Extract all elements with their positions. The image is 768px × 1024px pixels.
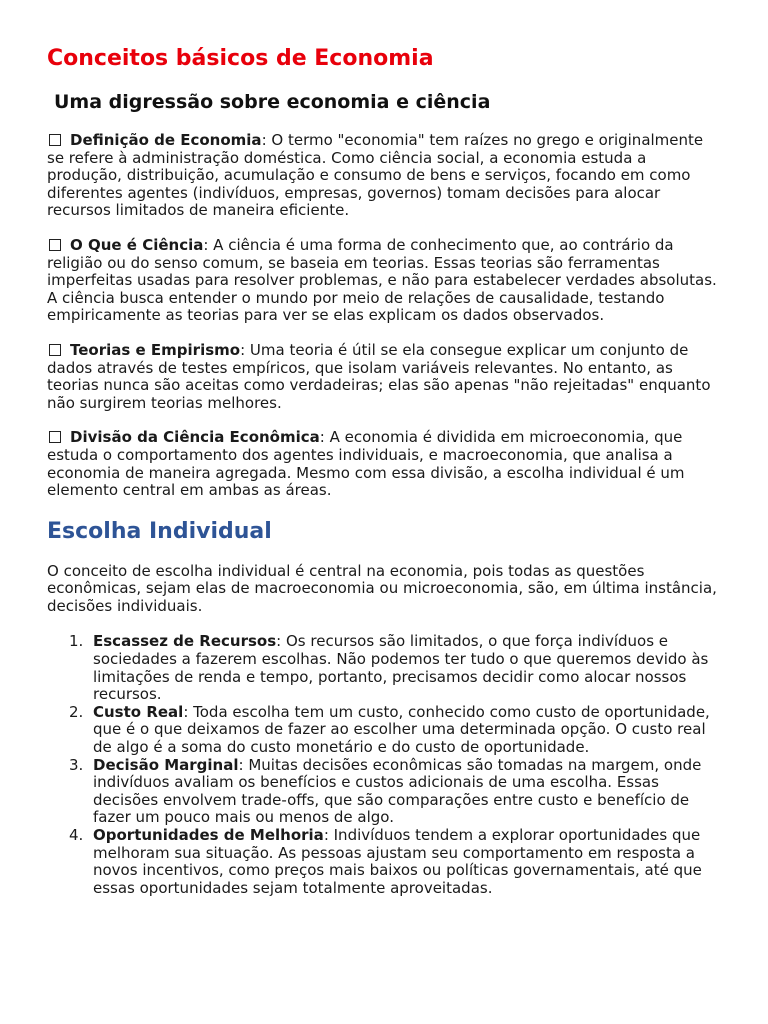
list-item-label: Escassez de Recursos bbox=[93, 632, 277, 651]
document-title: Conceitos básicos de Economia bbox=[47, 46, 434, 71]
section-heading-escolha-individual: Escolha Individual bbox=[47, 518, 272, 544]
checkbox-outline-icon bbox=[49, 239, 61, 251]
section-text: : Uma teoria é útil se ela consegue explicar um conjunto de dados através de testes empíricos, que isolam variáveis relevantes. No entanto, as teorias nunca são aceitas como verdadeiras; elas são apenas "não rejeitadas" enquanto não surgirem teorias melhores. bbox=[47, 340, 711, 412]
list-item-text: : Os recursos são limitados, o que força indivíduos e sociedades a fazerem escolhas. Não podemos ter tudo o que queremos devido às limitações de renda e tempo, portanto, precisamos decidir como alocar nossos recursos. bbox=[93, 632, 709, 704]
list-item-text: : Indivíduos tendem a explorar oportunidades que melhoram sua situação. As pessoas ajustam seu comportamento em resposta a novos incentivos, como preços mais baixos ou políticas governamentais, até que essas oportunidades sejam totalmente aproveitadas. bbox=[93, 826, 702, 897]
section-label: Divisão da Ciência Econômica bbox=[70, 428, 320, 447]
list-item-label: Oportunidades de Melhoria bbox=[93, 826, 324, 844]
list-item bbox=[47, 757, 722, 827]
list-item-number: 3. bbox=[69, 755, 84, 774]
document-subtitle: Uma digressão sobre economia e ciência bbox=[54, 91, 491, 113]
list-item-number: 2. bbox=[69, 702, 84, 721]
section-label: Teorias e Empirismo bbox=[70, 340, 241, 359]
section-definicao-economia bbox=[47, 132, 722, 220]
section-teorias-empirismo bbox=[47, 342, 722, 412]
section-divisao-ciencia-economica bbox=[47, 429, 722, 499]
intro-paragraph: O conceito de escolha individual é central na economia, pois todas as questões econômicas, sejam elas de macroeconomia ou microeconomia, são, em última instância, decisões individuais. bbox=[47, 561, 717, 615]
section-text: : A ciência é uma forma de conhecimento que, ao contrário da religião ou do senso comum, se baseia em teorias. Essas teorias são ferramentas imperfeitas usadas para resolver problemas, e não para estabelecer verdades absolutas. A ciência busca entender o mundo por meio de relações de causalidade, testando empiricamente as teorias para ver se elas explicam os dados observados. bbox=[47, 235, 717, 325]
numbered-list bbox=[47, 633, 722, 897]
list-item-text: : Muitas decisões econômicas são tomadas na margem, onde indivíduos avaliam os benefícios e custos adicionais de uma escolha. Essas decisões envolvem trade-offs, que são comparações entre custo e benefício de fazer um pouco mais ou menos de algo. bbox=[93, 755, 702, 827]
list-item-label: Decisão Marginal bbox=[93, 755, 239, 774]
list-item-text: : Toda escolha tem um custo, conhecido como custo de oportunidade, que é o que deixamos de fazer ao escolher uma determinada opção. O custo real de algo é a soma do custo monetário e do custo de oportunidade. bbox=[93, 702, 710, 757]
list-item-number: 4. bbox=[69, 826, 84, 844]
list-item bbox=[47, 827, 722, 897]
checkbox-outline-icon bbox=[49, 134, 61, 146]
checkbox-outline-icon bbox=[49, 344, 61, 356]
checkbox-outline-icon bbox=[49, 431, 61, 443]
section-label: O Que é Ciência bbox=[70, 235, 204, 254]
list-item-label: Custo Real bbox=[93, 702, 184, 721]
section-text: : A economia é dividida em microeconomia, que estuda o comportamento dos agentes individuais, e macroeconomia, que analisa a economia de maneira agregada. Mesmo com essa divisão, a escolha individual é um elemento central em ambas as áreas. bbox=[47, 428, 685, 500]
list-item bbox=[47, 633, 722, 703]
list-item-number: 1. bbox=[69, 632, 84, 651]
section-label: Definição de Economia bbox=[70, 131, 262, 149]
section-text: : O termo "economia" tem raízes no grego e originalmente se refere à administração doméstica. Como ciência social, a economia estuda a produção, distribuição, acumulação e consumo de bens e serviços, focando em como diferentes agentes (indivíduos, empresas, governos) tomam decisões para alocar recursos limitados de maneira eficiente. bbox=[47, 131, 704, 220]
section-o-que-e-ciencia bbox=[47, 237, 722, 325]
list-item bbox=[47, 704, 722, 757]
